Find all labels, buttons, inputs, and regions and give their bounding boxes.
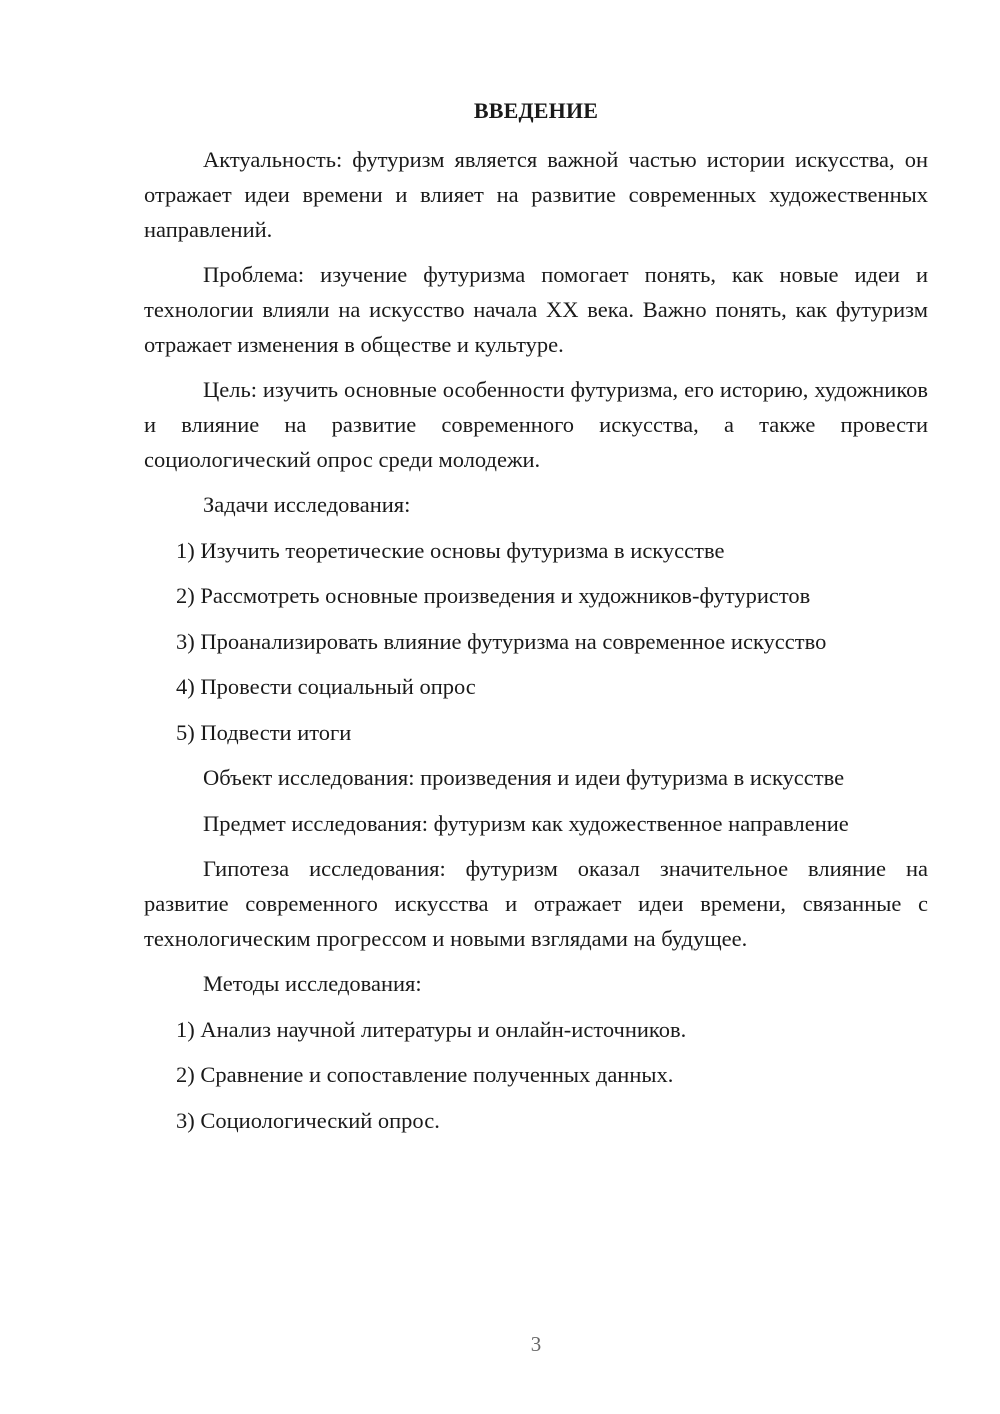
problem-paragraph: Проблема: изучение футуризма помогает понять, как новые идеи и технологии влияли на искусство начала XX века. Важно понять, как футуризм отражает изменения в обществе и культуре. bbox=[144, 262, 928, 357]
page-title: ВВЕДЕНИЕ bbox=[473, 98, 599, 123]
hypothesis-paragraph: Гипотеза исследования: футуризм оказал значительное влияние на развитие современного искусства и отражает идеи времени, связанные с технологическим прогрессом и новыми взглядами на будущее. bbox=[144, 856, 928, 951]
method-item: 2) Сравнение и сопоставление полученных данных. bbox=[176, 1062, 674, 1087]
tasks-heading: Задачи исследования: bbox=[203, 492, 411, 517]
task-item: 1) Изучить теоретические основы футуризма в искусстве bbox=[176, 537, 725, 563]
method-item: 3) Социологический опрос. bbox=[176, 1107, 440, 1133]
subject-statement: Предмет исследования: футуризм как художественное направление bbox=[203, 810, 849, 836]
task-item: 3) Проанализировать влияние футуризма на современное искусство bbox=[176, 628, 827, 654]
task-item: 2) Рассмотреть основные произведения и художников-футуристов bbox=[176, 583, 811, 608]
object-statement: Объект исследования: произведения и идеи футуризма в искусстве bbox=[203, 765, 845, 790]
task-item: 4) Провести социальный опрос bbox=[176, 674, 476, 699]
task-item: 5) Подвести итоги bbox=[176, 719, 352, 745]
goal-paragraph: Цель: изучить основные особенности футуризма, его историю, художников и влияние на развитие современного искусства, а также провести социологический опрос среди молодежи. bbox=[144, 377, 928, 472]
document-body bbox=[144, 142, 928, 1148]
method-item: 1) Анализ научной литературы и онлайн-источников. bbox=[176, 1016, 687, 1042]
page-number: 3 bbox=[530, 1332, 542, 1356]
relevance-paragraph: Актуальность: футуризм является важной частью истории искусства, он отражает идеи времени и влияет на развитие современных художественных направлений. bbox=[144, 147, 928, 242]
methods-heading: Методы исследования: bbox=[203, 971, 422, 996]
